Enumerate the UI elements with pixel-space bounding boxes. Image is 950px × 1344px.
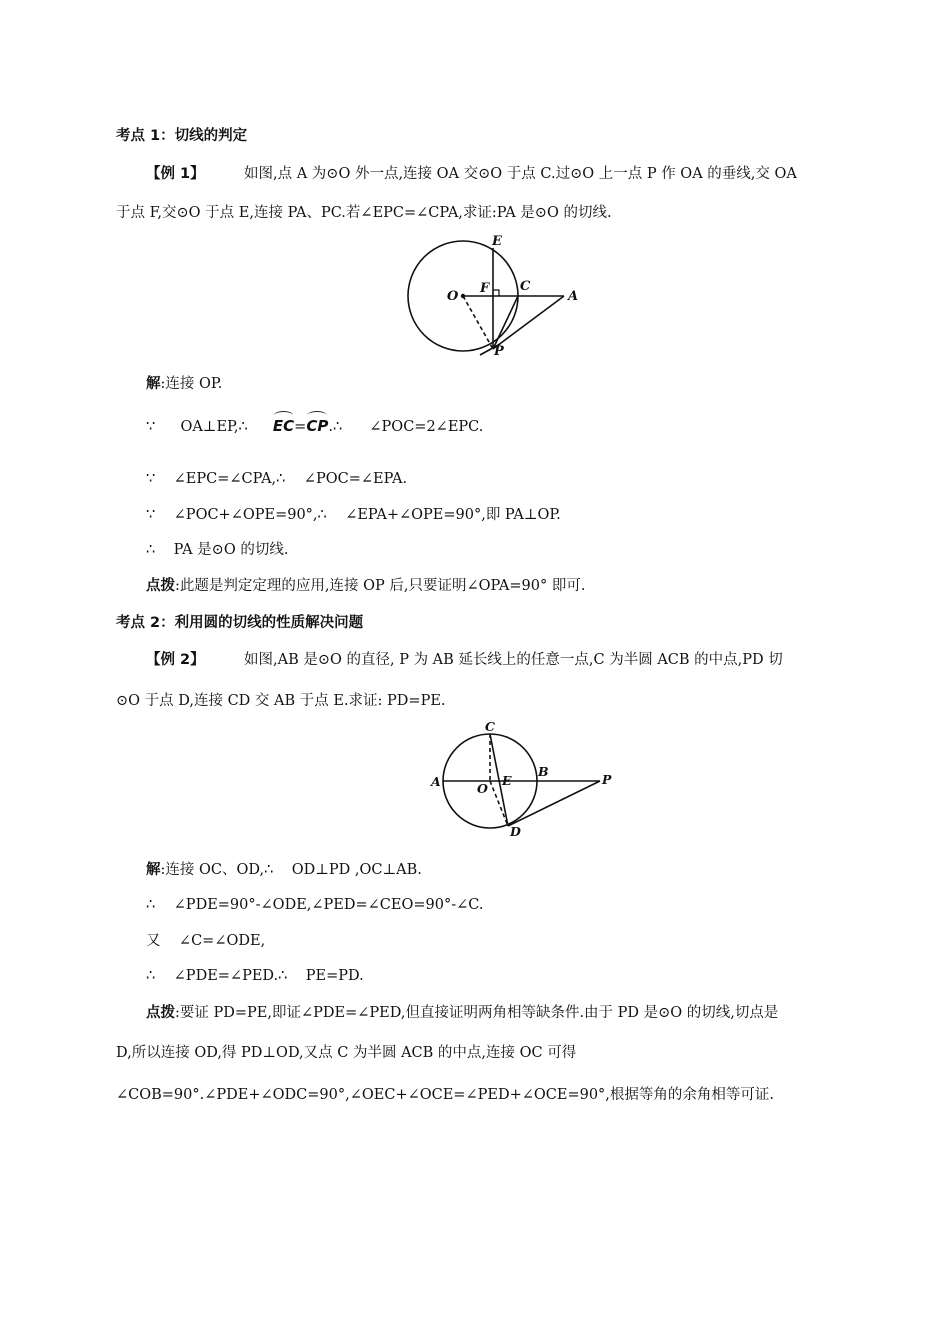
hint1-text: :此题是判定定理的应用,连接 OP 后,只要证明∠OPA=90° 即可. [175, 578, 586, 594]
hint2-line3: ∠COB=90°.∠PDE+∠ODC=90°,∠OEC+∠OCE=∠PED+∠OCE=90°,根据等角的余角相等可证. [116, 1087, 775, 1103]
hint1 [146, 576, 585, 596]
solution2-step3: ∴ ∠PDE=∠PED.∴ PE=PD. [146, 968, 364, 984]
example1-problem-line1: 如图,点 A 为⊙O 外一点,连接 OA 交⊙O 于点 C.过⊙O 上一点 P 作 OA 的垂线,交 OA [244, 166, 797, 182]
section1-title: 考点 1：切线的判定 [116, 128, 248, 144]
label-f: F [480, 281, 490, 296]
label-o2: O [477, 781, 488, 796]
arc-cp: CP [306, 417, 329, 435]
example1-tag: 【例 1】 [146, 166, 205, 182]
solution1-step4: ∴ PA 是⊙O 的切线. [146, 542, 289, 558]
step1-a: OA⊥EP,∴ [180, 419, 248, 435]
step1-c: ∠POC=2∠EPC. [369, 419, 484, 435]
step1-because: ∵ [146, 419, 156, 435]
example2-problem-line2: ⊙O 于点 D,连接 CD 交 AB 于点 E.求证: PD=PE. [116, 693, 446, 709]
line-pd [508, 781, 600, 826]
arc-ec: EC [272, 417, 295, 435]
hint2-label: 点拨 [146, 1005, 175, 1021]
solution2-step1: ∴ ∠PDE=90°-∠ODE,∠PED=∠CEO=90°-∠C. [146, 897, 484, 913]
label-o: O [447, 289, 459, 304]
figure-2 [425, 716, 625, 841]
figure-1 [400, 228, 590, 358]
solution2-step2: 又 ∠C=∠ODE, [146, 933, 266, 949]
solution1-text: :连接 OP. [160, 376, 223, 392]
section2-title: 考点 2：利用圆的切线的性质解决问题 [116, 615, 364, 631]
solution2-intro [146, 860, 422, 880]
label-d2: D [510, 824, 521, 839]
center-dot [461, 294, 465, 298]
right-angle-mark [493, 290, 499, 296]
label-c2: C [485, 719, 495, 734]
label-e: E [492, 234, 502, 249]
line-pa [493, 296, 564, 349]
solution1-step1 [146, 416, 483, 437]
step1-b: .∴ [328, 419, 343, 435]
hint1-label: 点拨 [146, 578, 175, 594]
hint2-text1: :要证 PD=PE,即证∠PDE=∠PED,但直接证明两角相等缺条件.由于 PD 是⊙O 的切线,切点是 [175, 1005, 779, 1021]
solution1-label: 解 [146, 376, 161, 392]
solution1-step3: ∵ ∠POC+∠OPE=90°,∴ ∠EPA+∠OPE=90°,即 PA⊥OP. [146, 507, 561, 523]
label-p: P [494, 344, 504, 358]
label-c: C [520, 279, 531, 294]
step1-eq: = [294, 419, 307, 435]
label-e2: E [502, 773, 512, 788]
label-a: A [568, 289, 579, 304]
solution1-step2: ∵ ∠EPC=∠CPA,∴ ∠POC=∠EPA. [146, 471, 408, 487]
hint2-line1 [146, 1003, 778, 1023]
example1-problem-line2: 于点 F,交⊙O 于点 E,连接 PA、PC.若∠EPC=∠CPA,求证:PA 是⊙O 的切线. [116, 205, 612, 221]
solution2-text: :连接 OC、OD,∴ OD⊥PD ,OC⊥AB. [160, 862, 422, 878]
line-op [463, 296, 493, 349]
line-pc [493, 296, 518, 349]
hint2-line2: D,所以连接 OD,得 PD⊥OD,又点 C 为半圆 ACB 的中点,连接 OC 可得 [116, 1045, 577, 1061]
label-p2: P [602, 772, 612, 787]
label-a2: A [431, 774, 441, 789]
solution2-label: 解 [146, 862, 161, 878]
example2-problem-line1: 如图,AB 是⊙O 的直径, P 为 AB 延长线上的任意一点,C 为半圆 ACB 的中点,PD 切 [244, 652, 783, 668]
example2-tag: 【例 2】 [146, 652, 205, 668]
label-b2: B [538, 764, 549, 779]
solution1-intro [146, 374, 222, 394]
